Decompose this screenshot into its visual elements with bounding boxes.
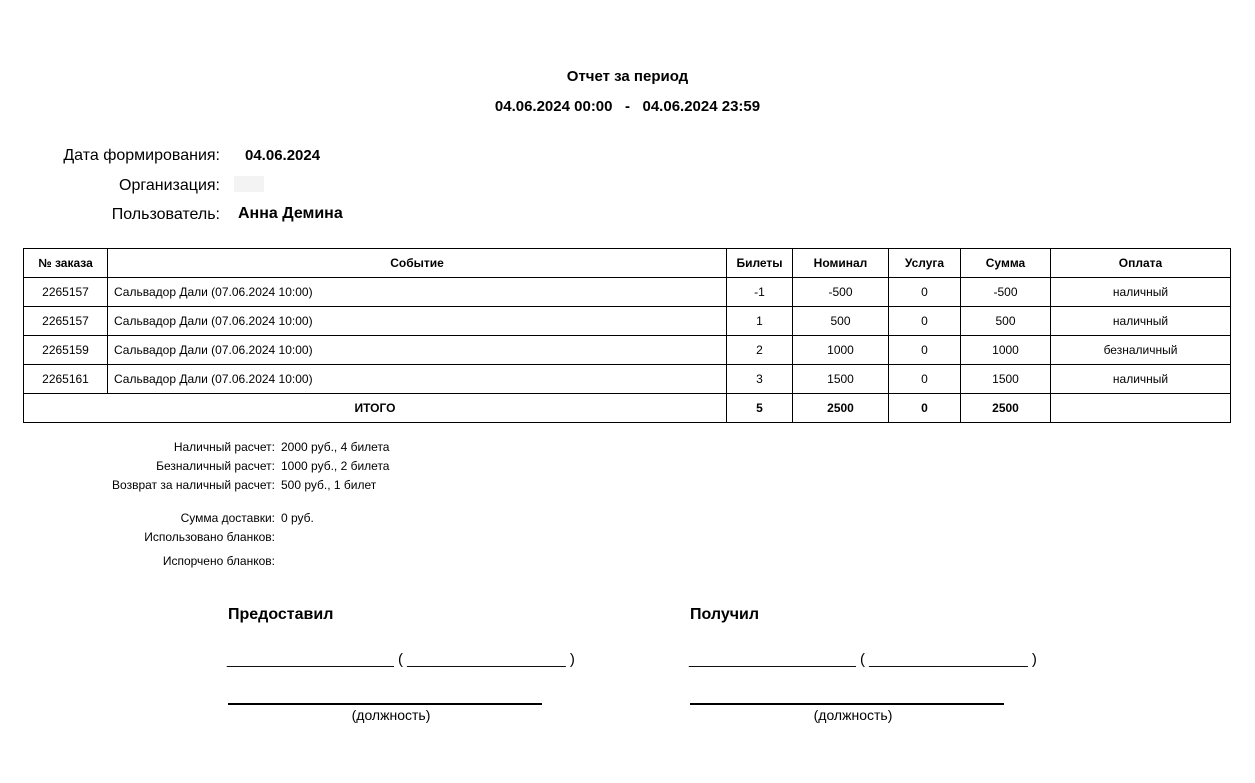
cell-event: Сальвадор Дали (07.06.2024 10:00) <box>108 365 727 394</box>
cell-nominal: -500 <box>793 278 889 307</box>
cell-sum: 1000 <box>961 336 1051 365</box>
delivery-label: Сумма доставки: <box>180 511 275 525</box>
cell-payment: наличный <box>1051 365 1231 394</box>
orders-table <box>23 248 1231 423</box>
total-service: 0 <box>889 394 961 423</box>
header-order: № заказа <box>24 249 108 278</box>
total-nominal: 2500 <box>793 394 889 423</box>
cell-order: 2265161 <box>24 365 108 394</box>
provided-position-caption: (должность) <box>351 707 431 723</box>
total-payment <box>1051 394 1231 423</box>
received-name-line: ____________________ ( ___________________ ) <box>689 651 1037 668</box>
cashless-value: 1000 руб., 2 билета <box>281 459 390 473</box>
header-tickets: Билеты <box>727 249 793 278</box>
date-value: 04.06.2024 <box>245 147 321 164</box>
cell-payment: наличный <box>1051 307 1231 336</box>
cell-sum: -500 <box>961 278 1051 307</box>
cell-event: Сальвадор Дали (07.06.2024 10:00) <box>108 336 727 365</box>
provided-name-line: ____________________ ( ___________________ ) <box>227 651 575 668</box>
report-title: Отчет за период <box>566 68 689 85</box>
cell-nominal: 1000 <box>793 336 889 365</box>
total-tickets: 5 <box>727 394 793 423</box>
cashless-label: Безналичный расчет: <box>156 459 275 473</box>
refund-label: Возврат за наличный расчет: <box>112 478 275 492</box>
date-label: Дата формирования: <box>63 147 220 164</box>
cell-order: 2265159 <box>24 336 108 365</box>
table-row <box>24 307 1231 336</box>
report-period: 04.06.2024 00:00 - 04.06.2024 23:59 <box>494 98 761 115</box>
total-label: ИТОГО <box>24 394 727 423</box>
cell-service: 0 <box>889 278 961 307</box>
spoiled-blanks-label: Испорчено бланков: <box>162 554 275 568</box>
table-header-row <box>24 249 1231 278</box>
table-row <box>24 365 1231 394</box>
cell-event: Сальвадор Дали (07.06.2024 10:00) <box>108 307 727 336</box>
received-heading: Получил <box>690 606 760 623</box>
cell-nominal: 500 <box>793 307 889 336</box>
user-value: Анна Демина <box>238 205 343 222</box>
table-row <box>24 278 1231 307</box>
cell-tickets: -1 <box>727 278 793 307</box>
cell-sum: 500 <box>961 307 1051 336</box>
organization-value <box>234 176 264 192</box>
header-payment: Оплата <box>1051 249 1231 278</box>
cell-service: 0 <box>889 336 961 365</box>
user-label: Пользователь: <box>111 206 220 223</box>
provided-position-line <box>228 703 542 705</box>
cell-tickets: 1 <box>727 307 793 336</box>
used-blanks-label: Использовано бланков: <box>144 530 275 544</box>
cash-label: Наличный расчет: <box>173 440 275 454</box>
header-sum: Сумма <box>961 249 1051 278</box>
delivery-value: 0 руб. <box>281 511 314 525</box>
cell-event: Сальвадор Дали (07.06.2024 10:00) <box>108 278 727 307</box>
cell-order: 2265157 <box>24 278 108 307</box>
header-event: Событие <box>108 249 727 278</box>
received-position-line <box>690 703 1004 705</box>
total-row <box>24 394 1231 423</box>
organization-label: Организация: <box>119 177 220 194</box>
header-service: Услуга <box>889 249 961 278</box>
table-row <box>24 336 1231 365</box>
cell-nominal: 1500 <box>793 365 889 394</box>
cell-service: 0 <box>889 365 961 394</box>
cell-payment: наличный <box>1051 278 1231 307</box>
received-position-caption: (должность) <box>813 707 893 723</box>
refund-value: 500 руб., 1 билет <box>281 478 377 492</box>
total-sum: 2500 <box>961 394 1051 423</box>
header-nominal: Номинал <box>793 249 889 278</box>
provided-heading: Предоставил <box>228 606 334 623</box>
cell-service: 0 <box>889 307 961 336</box>
cell-sum: 1500 <box>961 365 1051 394</box>
cell-payment: безналичный <box>1051 336 1231 365</box>
cell-tickets: 3 <box>727 365 793 394</box>
cell-tickets: 2 <box>727 336 793 365</box>
cash-value: 2000 руб., 4 билета <box>281 440 390 454</box>
cell-order: 2265157 <box>24 307 108 336</box>
